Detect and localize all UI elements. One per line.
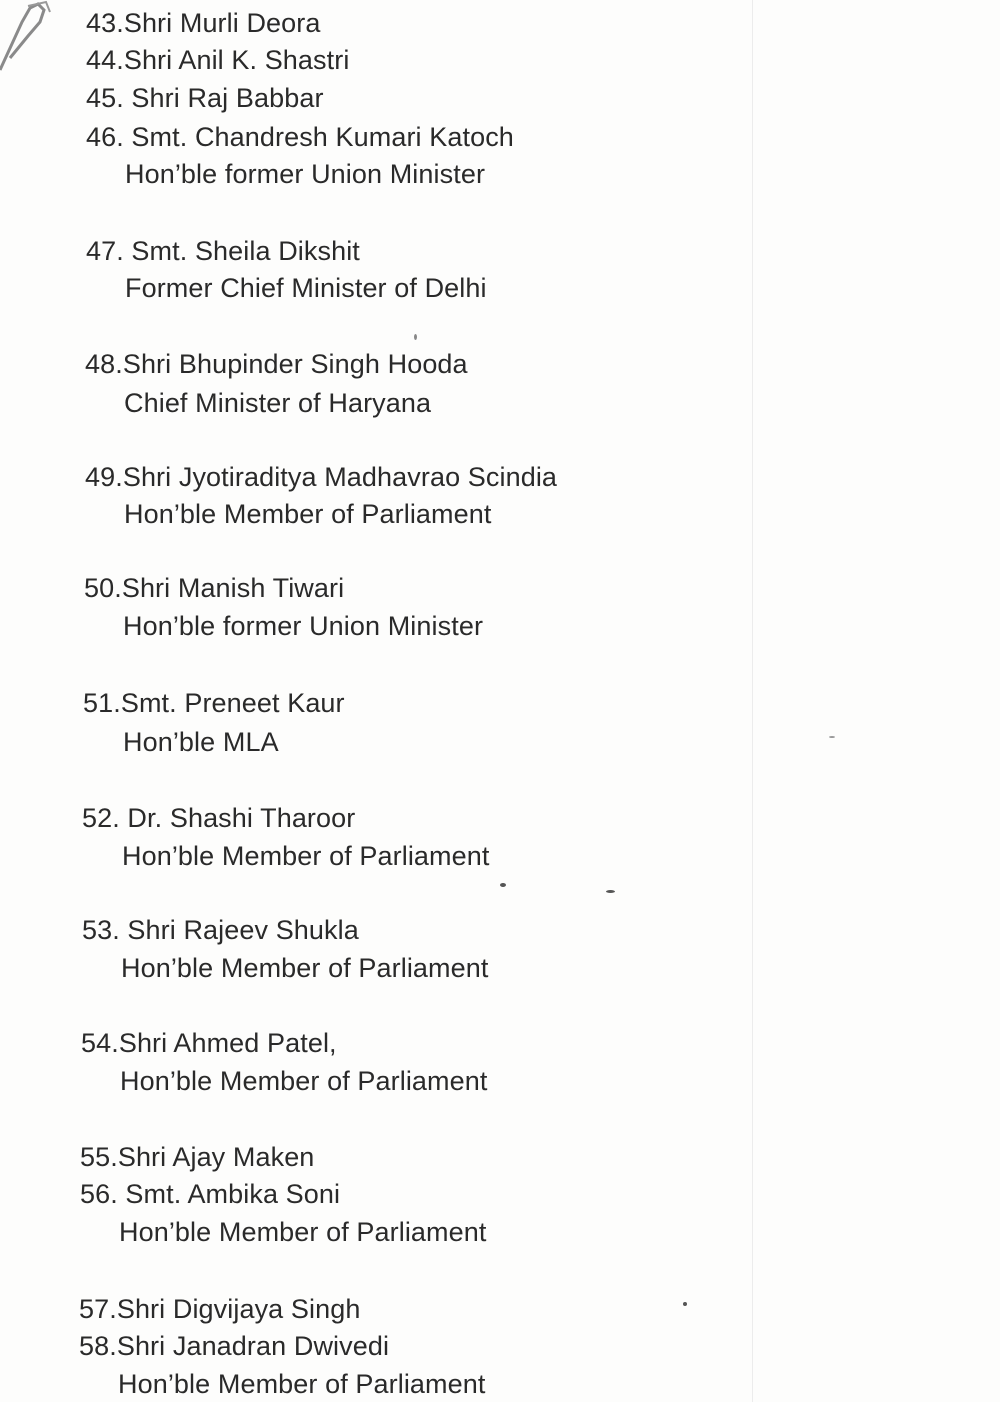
designation-line: Hon’ble Member of Parliament <box>121 953 489 983</box>
ink-circle-mark <box>850 0 930 20</box>
scan-speck <box>683 1302 687 1306</box>
entry-line: 44.Shri Anil K. Shastri <box>86 45 350 75</box>
designation-line: Hon’ble Member of Parliament <box>120 1066 488 1096</box>
designation-line: Hon’ble former Union Minister <box>123 611 484 641</box>
scan-speck <box>500 883 506 887</box>
designation-line: Hon’ble Member of Parliament <box>122 841 490 871</box>
designation-line: Hon’ble Member of Parliament <box>119 1217 487 1247</box>
scan-speck <box>606 890 615 893</box>
entry-line: 47. Smt. Sheila Dikshit <box>86 236 360 266</box>
designation-line: Chief Minister of Haryana <box>124 388 432 418</box>
entry-line: 56. Smt. Ambika Soni <box>80 1179 341 1209</box>
entry-line: 48.Shri Bhupinder Singh Hooda <box>85 349 468 379</box>
scan-speck <box>414 334 417 340</box>
entry-line: 45. Shri Raj Babbar <box>86 83 324 113</box>
entry-line: 51.Smt. Preneet Kaur <box>83 688 345 718</box>
designation-line: Hon’ble former Union Minister <box>125 159 486 189</box>
designation-line: Hon’ble Member of Parliament <box>118 1369 486 1399</box>
entry-line: 49.Shri Jyotiraditya Madhavrao Scindia <box>85 462 558 492</box>
designation-line: Hon’ble Member of Parliament <box>124 499 492 529</box>
entry-line: 58.Shri Janadran Dwivedi <box>79 1331 390 1361</box>
entry-line: 57.Shri Digvijaya Singh <box>79 1294 361 1324</box>
scan-speck <box>829 736 835 738</box>
designation-line: Former Chief Minister of Delhi <box>125 273 487 303</box>
page-fold-shadow <box>752 0 753 1402</box>
corner-pen-mark <box>0 0 60 80</box>
entry-line: 53. Shri Rajeev Shukla <box>82 915 359 945</box>
entry-line: 52. Dr. Shashi Tharoor <box>82 803 356 833</box>
designation-line: Hon’ble MLA <box>123 727 279 757</box>
entry-line: 54.Shri Ahmed Patel, <box>81 1028 337 1058</box>
entry-line: 55.Shri Ajay Maken <box>80 1142 315 1172</box>
entry-line: 46. Smt. Chandresh Kumari Katoch <box>86 122 514 152</box>
entry-line: 50.Shri Manish Tiwari <box>84 573 345 603</box>
entry-line: 43.Shri Murli Deora <box>86 8 321 38</box>
